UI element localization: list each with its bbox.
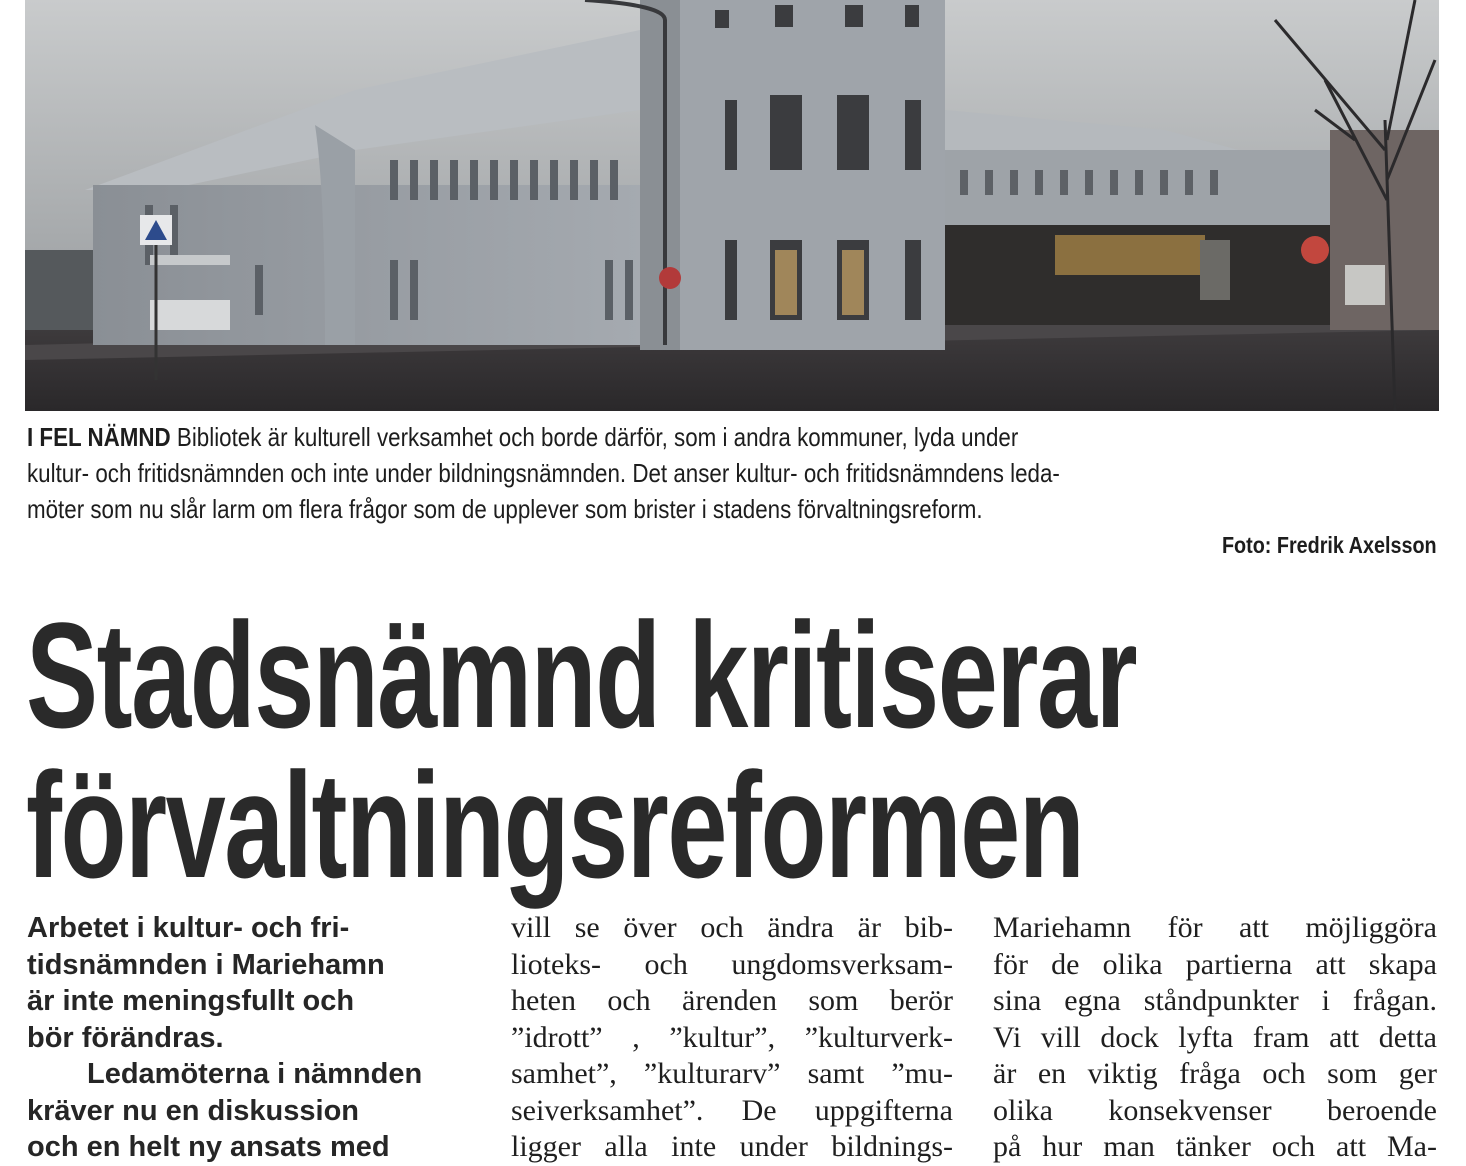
photo-credit: Foto: Fredrik Axelsson bbox=[1222, 532, 1437, 558]
lead-line: är inte meningsfullt och bbox=[27, 985, 355, 1017]
lead-column bbox=[27, 910, 467, 1163]
body-line: Vi vill dock lyfta fram att detta bbox=[993, 1020, 1437, 1054]
caption-line-1: Bibliotek är kulturell verksamhet och borde därför, som i andra kommuner, lyda under bbox=[176, 422, 1019, 452]
body-line: lioteks- och ungdomsverksam- bbox=[511, 947, 953, 981]
caption-kicker: I FEL NÄMND bbox=[27, 422, 171, 452]
lead-line: Arbetet i kultur- och fri- bbox=[27, 912, 350, 944]
lead-line: och en helt ny ansats med bbox=[27, 1131, 390, 1163]
body-line: vill se över och ändra är bib- bbox=[511, 911, 953, 944]
body-line: sina egna ståndpunkter i frågan. bbox=[993, 984, 1437, 1017]
photo-caption bbox=[27, 419, 1427, 527]
lead-line: kräver nu en diskussion bbox=[27, 1094, 360, 1127]
lead-line: Ledamöterna i nämnden bbox=[87, 1058, 423, 1090]
body-line: på hur man tänker och att Ma- bbox=[993, 1130, 1437, 1163]
caption-line-3: möter som nu slår larm om flera frågor som de upplever som brister i stadens förvaltningsreform. bbox=[27, 494, 983, 524]
lead-line: bör förändras. bbox=[27, 1021, 224, 1054]
headline-line-2: förvaltningsreformen bbox=[26, 741, 1084, 909]
article-photo bbox=[25, 0, 1439, 411]
body-line: heten och ärenden som berör bbox=[511, 984, 953, 1017]
lead-line: tidsnämnden i Mariehamn bbox=[27, 948, 385, 981]
body-line: ”idrott” , ”kultur”, ”kulturverk- bbox=[511, 1020, 953, 1054]
body-line: seiverksamhet”. De uppgifterna bbox=[511, 1093, 953, 1127]
body-line: samhet”, ”kulturarv” samt ”mu- bbox=[511, 1057, 953, 1090]
body-line: olika konsekvenser beroende bbox=[993, 1093, 1437, 1127]
body-column-2 bbox=[511, 910, 953, 1163]
body-line: för de olika partierna att skapa bbox=[993, 947, 1437, 981]
library-building-photo bbox=[25, 0, 1439, 411]
body-column-3 bbox=[993, 910, 1437, 1163]
body-line: är en viktig fråga och som ger bbox=[993, 1057, 1437, 1090]
caption-line-2: kultur- och fritidsnämnden och inte under bildningsnämnden. Det anser kultur- och fritidsnämndens leda- bbox=[27, 458, 1060, 488]
body-line: Mariehamn för att möjliggöra bbox=[993, 911, 1437, 944]
body-line: ligger alla inte under bildnings- bbox=[511, 1130, 953, 1163]
headline bbox=[26, 591, 1466, 909]
headline-line-1: Stadsnämnd kritiserar bbox=[26, 591, 1137, 759]
